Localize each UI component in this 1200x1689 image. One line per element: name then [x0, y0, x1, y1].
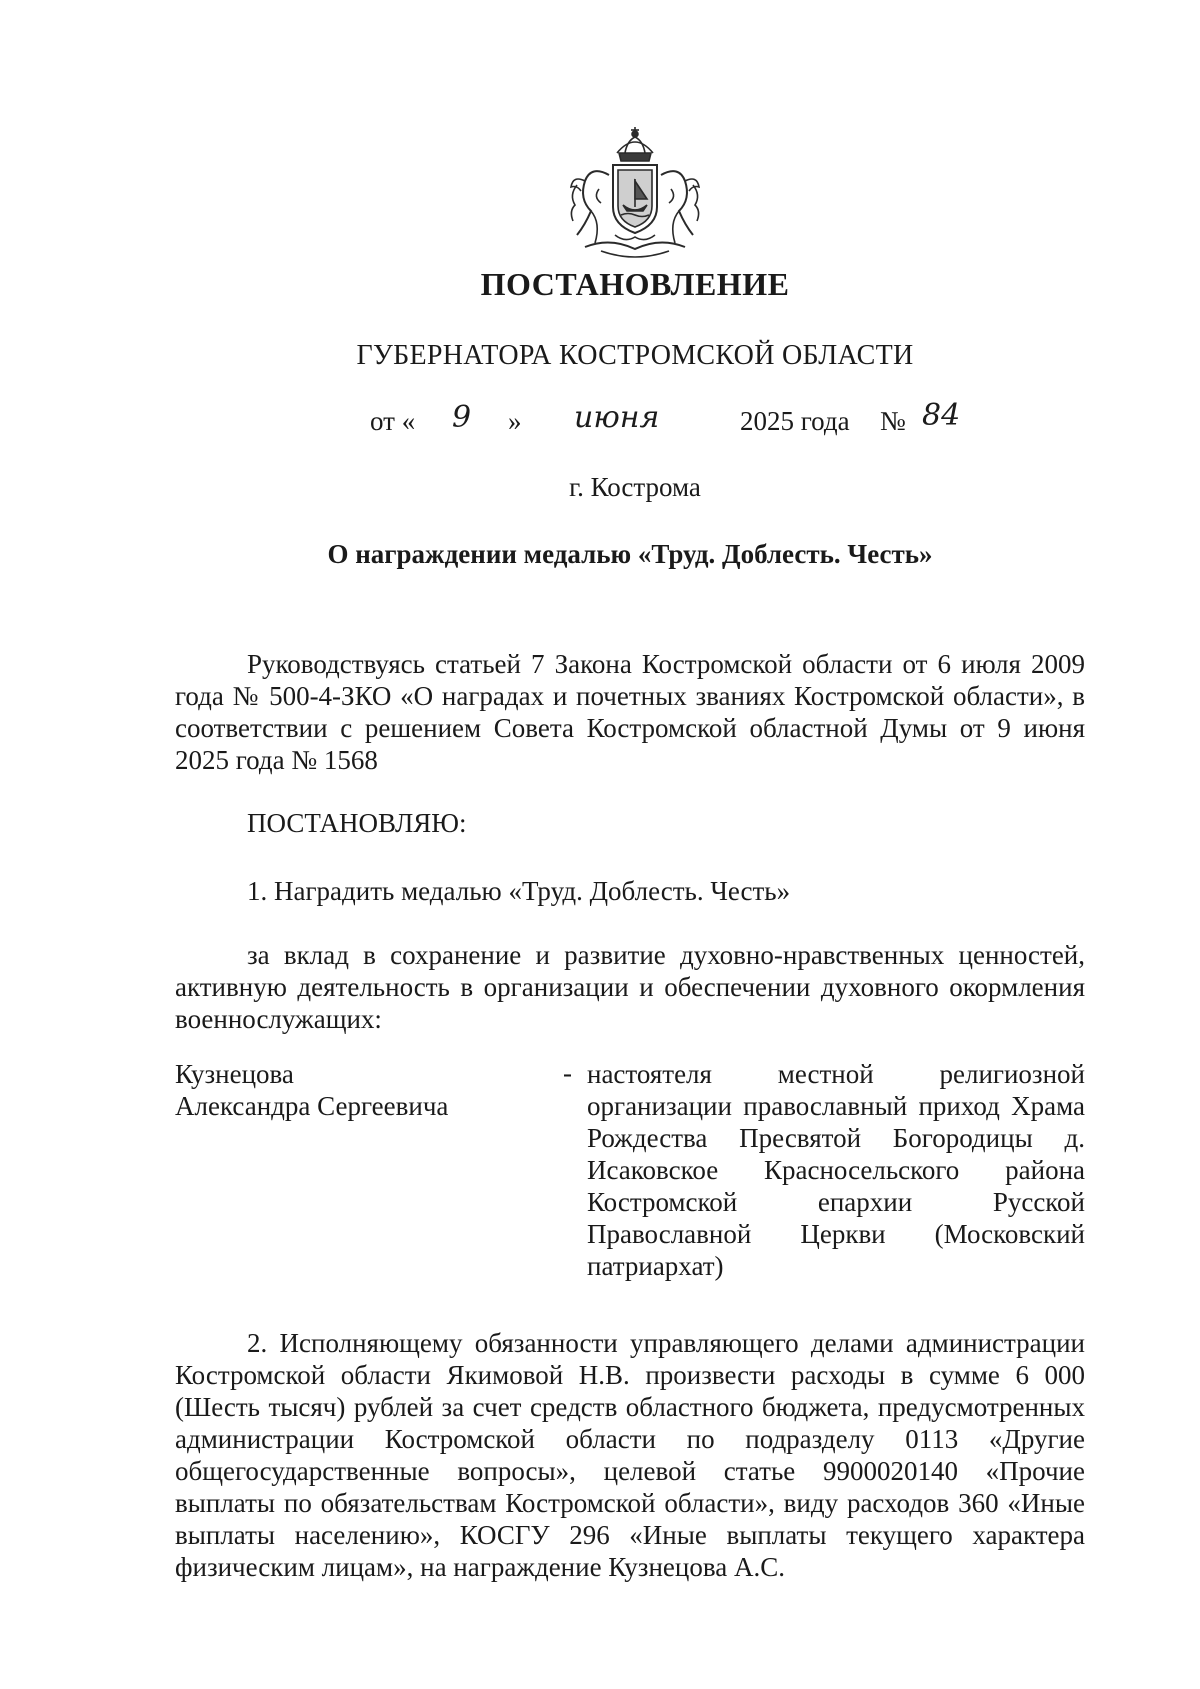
- number-value-handwritten: 84: [922, 398, 961, 433]
- resolve-statement: ПОСТАНОВЛЯЮ:: [247, 808, 467, 838]
- document-issuer: ГУБЕРНАТОРА КОСТРОМСКОЙ ОБЛАСТИ: [356, 340, 914, 371]
- awardee-surname: Кузнецова: [175, 1059, 294, 1089]
- document-city: г. Кострома: [569, 472, 701, 502]
- preamble-paragraph: Руководствуясь статьей 7 Закона Костромской области от 6 июля 2009 года № 500-4-ЗКО «О наградах и почетных званиях Костромской области», в соответствии с решением Совета Костромской областной Думы от 9 июня 2025 года № 1568: [175, 649, 1085, 775]
- item-2: 2. Исполняющему обязанности управляющего делами администрации Костромской области Якимовой Н.В. произвести расходы в сумме 6 000 (Шесть тысяч) рублей за счет средств областного бюджета, предусмотренных администрации Костромской области по подразделу 0113 «Другие общегосударственные вопросы», целевой статье 9900020140 «Прочие выплаты по обязательствам Костромской области», виду расходов 360 «Иные выплаты населению», КОСГУ 296 «Иные выплаты текущего характера физическим лицам», на награждение Кузнецова А.С.: [175, 1328, 1085, 1582]
- number-label: №: [880, 406, 906, 436]
- awardee-name-block: [175, 1058, 448, 1122]
- document-heading: О награждении медалью «Труд. Доблесть. Честь»: [327, 539, 933, 569]
- awardee-position: настоятеля местной религиозной организации православный приход Храма Рождества Пресвятой Богородицы д. Исаковское Красносельского района Костромской епархии Русской Православной Церкви (Московский патриархат): [587, 1059, 1085, 1281]
- item-1: 1. Наградить медалью «Труд. Доблесть. Честь»: [247, 876, 791, 906]
- document-title: ПОСТАНОВЛЕНИЕ: [480, 266, 790, 302]
- item-1-reason: за вклад в сохранение и развитие духовно-нравственных ценностей, активную деятельность в организации и обеспечении духовного окормления военнослужащих:: [175, 940, 1085, 1034]
- date-month-handwritten: июня: [574, 400, 660, 435]
- date-prefix: от «: [370, 406, 416, 436]
- awardee-dash: -: [563, 1058, 572, 1088]
- awardee-given-name: Александра Сергеевича: [175, 1091, 449, 1121]
- date-year: 2025 года: [740, 406, 850, 436]
- date-separator: »: [508, 406, 522, 436]
- date-day-handwritten: 9: [452, 400, 472, 435]
- coat-of-arms-icon: [555, 125, 715, 265]
